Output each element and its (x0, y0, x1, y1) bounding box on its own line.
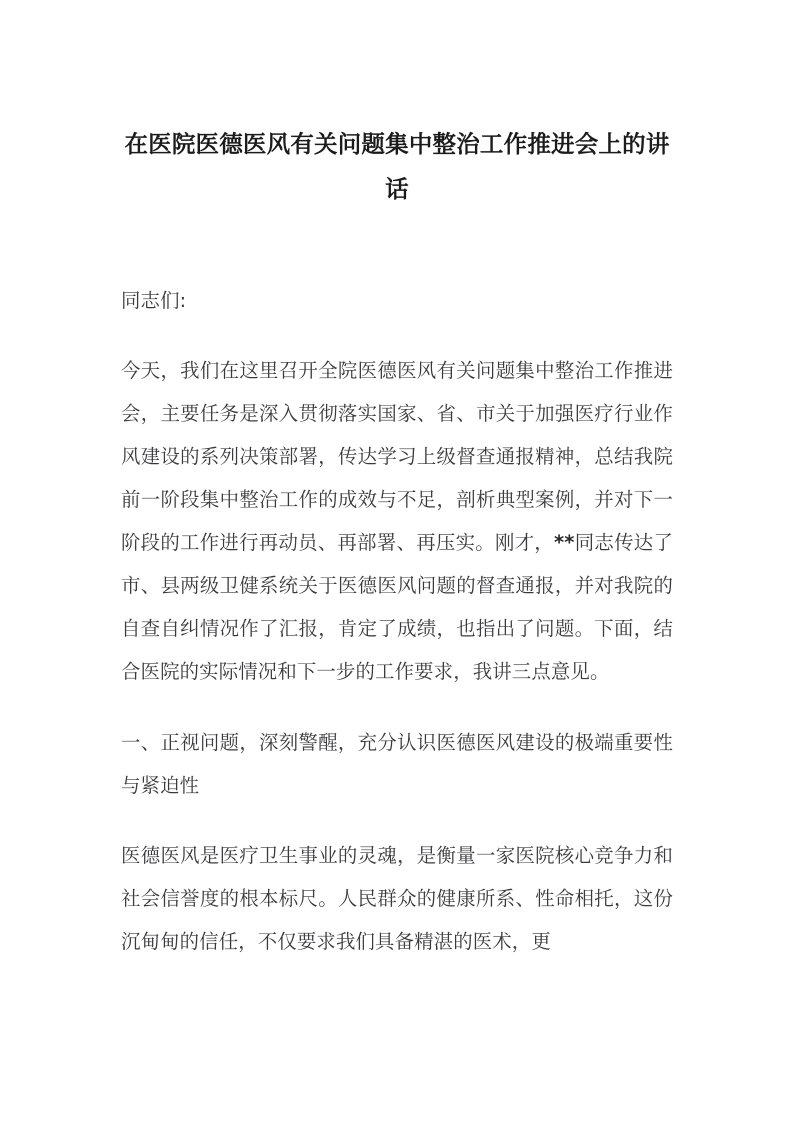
salutation: 同志们: (121, 289, 187, 312)
opening-paragraph (121, 322, 673, 693)
section-heading-one: 一、正视问题，深刻警醒，充分认识医德医风建设的极端重要性与紧迫性 (121, 731, 673, 797)
section-one-paragraph-one: 医德医风是医疗卫生事业的灵魂，是衡量一家医院核心竞争力和社会信誉度的根本标尺。人民群众的健康所系、性命相托，这份沉甸甸的信任，不仅要求我们具备精湛的医术，更 (121, 844, 673, 953)
opening-paragraph-part-b: 同志传达了市、县两级卫健系统关于医德医风问题的督查通报，并对我院的自查自纠情况作了汇报，肯定了成绩，也指出了问题。下面，结合医院的实际情况和下一步的工作要求，我讲三点意见。 (121, 531, 673, 683)
redacted-name-placeholder: ** (554, 531, 575, 554)
opening-paragraph-part-a: 今天，我们在这里召开全院医德医风有关问题集中整治工作推进会，主要任务是深入贯彻落实国家、省、市关于加强医疗行业作风建设的系列决策部署，传达学习上级督查通报精神，总结我院前一阶段集中整治工作的成效与不足，剖析典型案例，并对下一阶段的工作进行再动员、再部署、再压实。刚才， (121, 359, 673, 554)
page-title: 在医院医德医风有关问题集中整治工作推进会上的讲话 (124, 130, 670, 203)
document-text-column (121, 0, 673, 963)
